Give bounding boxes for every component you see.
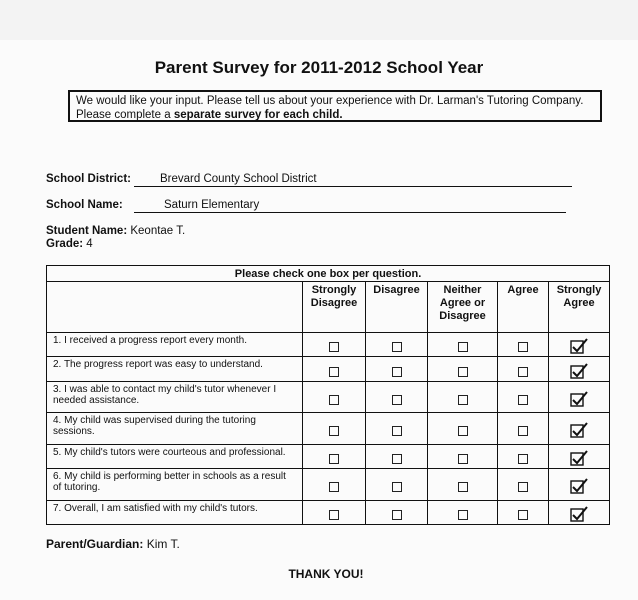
response-cell [498, 469, 549, 501]
response-cell [303, 444, 366, 469]
grade-value[interactable]: 4 [86, 238, 93, 250]
parent-guardian-field [46, 537, 180, 551]
empty-checkbox-icon[interactable] [458, 426, 468, 436]
empty-checkbox-icon[interactable] [392, 482, 402, 492]
empty-checkbox-icon[interactable] [518, 367, 528, 377]
empty-checkbox-icon[interactable] [392, 510, 402, 520]
school-district-label: School District: [46, 173, 131, 185]
empty-checkbox-icon[interactable] [458, 454, 468, 464]
school-name-label: School Name: [46, 199, 123, 211]
question-row [47, 332, 610, 357]
intro-line-1: We would like your input. Please tell us about your experience with Dr. Larman's Tutoring Company. [76, 95, 584, 107]
empty-checkbox-icon[interactable] [329, 510, 339, 520]
response-cell [498, 413, 549, 445]
column-header [303, 282, 366, 332]
survey-table [46, 265, 610, 525]
empty-checkbox-icon[interactable] [392, 426, 402, 436]
school-district-field [46, 173, 317, 185]
checked-checkbox-icon[interactable] [570, 338, 588, 354]
column-header-label: Agree [507, 284, 539, 297]
empty-checkbox-icon[interactable] [518, 342, 528, 352]
response-cell [303, 500, 366, 525]
question-text: 7. Overall, I am satisfied with my child's tutors. [47, 500, 303, 525]
response-cell [428, 469, 498, 501]
grade-field [46, 238, 93, 250]
column-header-row [47, 282, 610, 332]
response-cell [428, 332, 498, 357]
checked-checkbox-icon[interactable] [570, 478, 588, 494]
response-cell [303, 381, 366, 413]
question-list [47, 332, 610, 525]
empty-checkbox-icon[interactable] [392, 454, 402, 464]
column-header-label: Disagree [310, 297, 358, 310]
response-cell [498, 381, 549, 413]
empty-checkbox-icon[interactable] [518, 395, 528, 405]
response-cell [428, 500, 498, 525]
intro-line-2-text: Please complete a [76, 109, 174, 121]
intro-line-2-emphasis: separate survey for each child. [173, 109, 343, 121]
column-header-label: Disagree [373, 284, 420, 297]
column-header [428, 282, 498, 332]
question-row [47, 381, 610, 413]
thank-you-text: THANK YOU! [288, 567, 364, 581]
scan-margin [0, 0, 638, 40]
empty-checkbox-icon[interactable] [392, 367, 402, 377]
checked-checkbox-icon[interactable] [570, 422, 588, 438]
question-text: 5. My child's tutors were courteous and professional. [47, 444, 303, 469]
question-row [47, 413, 610, 445]
column-header-label: Strongly [556, 284, 602, 297]
response-cell [428, 444, 498, 469]
empty-checkbox-icon[interactable] [518, 426, 528, 436]
response-cell [366, 357, 428, 382]
response-cell [498, 357, 549, 382]
response-cell [428, 413, 498, 445]
grade-label: Grade: [46, 238, 84, 250]
school-name-value[interactable]: Saturn Elementary [164, 199, 260, 211]
response-cell [498, 332, 549, 357]
checked-checkbox-icon[interactable] [570, 363, 588, 379]
response-cell [549, 469, 610, 501]
parent-guardian-value[interactable]: Kim T. [146, 537, 180, 551]
empty-checkbox-icon[interactable] [329, 395, 339, 405]
response-cell [366, 469, 428, 501]
empty-checkbox-icon[interactable] [518, 482, 528, 492]
empty-checkbox-icon[interactable] [329, 367, 339, 377]
response-cell [303, 469, 366, 501]
empty-checkbox-icon[interactable] [329, 426, 339, 436]
column-header-label: Neither [443, 284, 482, 297]
school-name-field [46, 199, 260, 211]
column-header [366, 282, 428, 332]
response-cell [303, 357, 366, 382]
empty-checkbox-icon[interactable] [392, 342, 402, 352]
response-cell [498, 444, 549, 469]
question-column-header [47, 282, 303, 332]
question-row [47, 469, 610, 501]
response-cell [428, 381, 498, 413]
response-cell [303, 413, 366, 445]
checked-checkbox-icon[interactable] [570, 450, 588, 466]
empty-checkbox-icon[interactable] [518, 510, 528, 520]
column-header-label: Agree [563, 297, 595, 310]
empty-checkbox-icon[interactable] [392, 395, 402, 405]
column-header [549, 282, 610, 332]
question-text: 2. The progress report was easy to understand. [47, 357, 303, 382]
question-text: 3. I was able to contact my child's tutor whenever I needed assistance. [47, 381, 303, 413]
column-header-label: Strongly [311, 284, 357, 297]
empty-checkbox-icon[interactable] [329, 454, 339, 464]
table-instruction: Please check one box per question. [47, 266, 610, 282]
response-cell [549, 413, 610, 445]
intro-line-2 [76, 108, 594, 122]
response-cell [303, 332, 366, 357]
question-row [47, 500, 610, 525]
response-cell [366, 332, 428, 357]
student-name-value[interactable]: Keontae T. [130, 225, 186, 237]
empty-checkbox-icon[interactable] [329, 482, 339, 492]
empty-checkbox-icon[interactable] [458, 482, 468, 492]
page-title: Parent Survey for 2011-2012 School Year [154, 58, 484, 77]
response-cell [428, 357, 498, 382]
response-cell [549, 444, 610, 469]
empty-checkbox-icon[interactable] [458, 367, 468, 377]
response-cell [366, 500, 428, 525]
parent-guardian-label: Parent/Guardian: [46, 537, 144, 551]
question-text: 6. My child is performing better in schools as a result of tutoring. [47, 469, 303, 501]
empty-checkbox-icon[interactable] [329, 342, 339, 352]
question-row [47, 357, 610, 382]
response-cell [366, 413, 428, 445]
response-cell [549, 332, 610, 357]
response-cell [498, 500, 549, 525]
question-text: 4. My child was supervised during the tutoring sessions. [47, 413, 303, 445]
checked-checkbox-icon[interactable] [570, 391, 588, 407]
response-cell [549, 500, 610, 525]
empty-checkbox-icon[interactable] [518, 454, 528, 464]
column-header [498, 282, 549, 332]
column-header-label: Agree or [439, 297, 486, 310]
checked-checkbox-icon[interactable] [570, 506, 588, 522]
question-row [47, 444, 610, 469]
intro-box [68, 90, 602, 122]
empty-checkbox-icon[interactable] [458, 510, 468, 520]
student-name-label: Student Name: [46, 225, 128, 237]
response-cell [366, 444, 428, 469]
response-cell [549, 381, 610, 413]
school-district-value[interactable]: Brevard County School District [160, 173, 317, 185]
student-name-field [46, 225, 185, 237]
question-text: 1. I received a progress report every month. [47, 332, 303, 357]
empty-checkbox-icon[interactable] [458, 342, 468, 352]
response-cell [366, 381, 428, 413]
response-cell [549, 357, 610, 382]
column-header-label: Disagree [439, 310, 486, 323]
empty-checkbox-icon[interactable] [458, 395, 468, 405]
